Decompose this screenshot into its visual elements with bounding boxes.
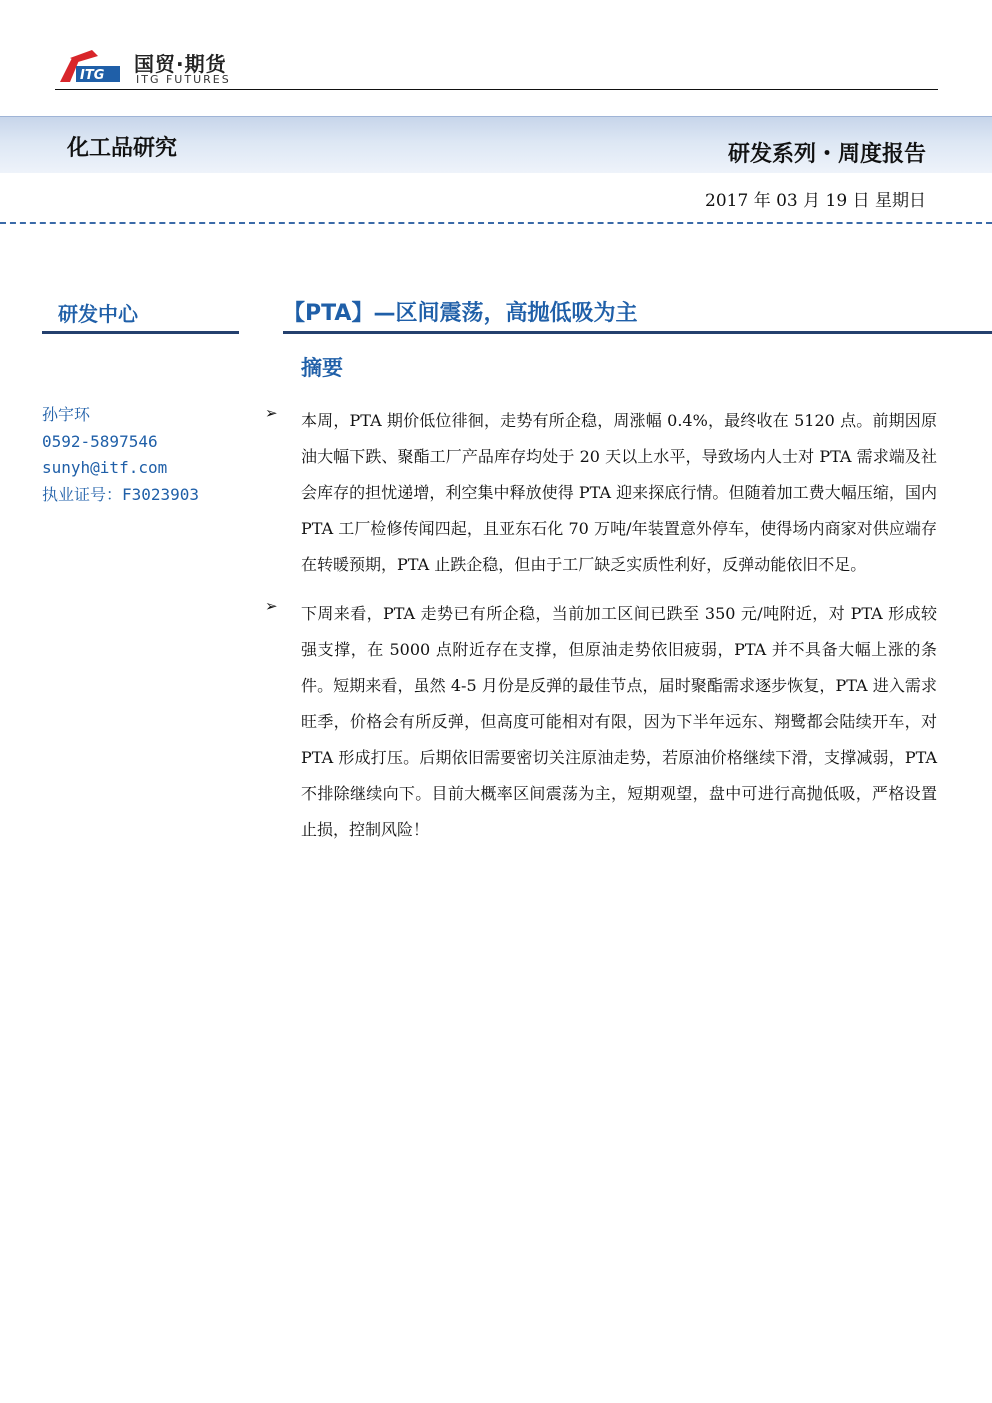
analyst-contact [42, 402, 199, 508]
dashed-divider [0, 222, 992, 224]
report-title-rule [283, 331, 992, 334]
company-logo [58, 48, 233, 88]
report-date: 2017 年 03 月 19 日 星期日 [705, 191, 926, 211]
report-series-title: 研发系列・周度报告 [727, 142, 926, 167]
summary-paragraph: 下周来看，PTA 走势已有所企稳，当前加工区间已跌至 350 元/吨附近，对 PTA 形成较强支撑，在 5000 点附近存在支撑，但原油走势依旧疲弱，PTA 并不具备大幅上涨的条件。短期来看，虽然 4-5 月份是反弹的最佳节点，届时聚酯需求逐步恢复，PTA 进入需求旺季，价格会有所反弹，但高度可能相对有限，因为下半年远东、翔鹭都会陆续开车，对 PTA 形成打压。后期依旧需要密切关注原油走势，若原油价格继续下滑，支撑减弱，PTA 不排除继续向下。目前大概率区间震荡为主，短期观望，盘中可进行高抛低吸，严格设置止损，控制风险！ [301, 604, 937, 839]
summary-heading: 摘要 [301, 356, 343, 380]
itg-logo-icon [58, 48, 120, 84]
arrow-bullet-icon: ➢ [265, 404, 278, 422]
analyst-email[interactable]: sunyh@itf.com [42, 458, 168, 477]
summary-bullet [263, 596, 937, 848]
header-divider [55, 89, 938, 90]
summary-bullet [263, 403, 937, 583]
analyst-phone: 0592-5897546 [42, 431, 158, 451]
summary-bullets [263, 403, 937, 861]
analyst-name: 孙宇环 [42, 405, 91, 424]
sidebar-title: 研发中心 [58, 302, 138, 326]
section-title: 化工品研究 [67, 136, 178, 161]
sidebar-title-rule [42, 331, 239, 334]
analyst-license: 执业证号：F3023903 [42, 484, 200, 504]
arrow-bullet-icon: ➢ [265, 597, 278, 615]
summary-paragraph: 本周，PTA 期价低位徘徊，走势有所企稳，周涨幅 0.4%，最终收在 5120 点。前期因原油大幅下跌、聚酯工厂产品库存均处于 20 天以上水平，导致场内人士对 PTA 需求端及社会库存的担忧递增，利空集中释放使得 PTA 迎来探底行情。但随着加工费大幅压缩，国内 PTA 工厂检修传闻四起，且亚东石化 70 万吨/年装置意外停车，使得场内商家对供应端存在转暖预期，PTA 止跌企稳，但由于工厂缺乏实质性利好，反弹动能依旧不足。 [301, 411, 937, 574]
logo-mark-text: ITG [80, 68, 105, 83]
report-title: 【PTA】—区间震荡，高抛低吸为主 [283, 301, 638, 326]
logo-en-text: ITG FUTURES [136, 73, 231, 86]
logo-cn-text: 国贸·期货 [134, 52, 227, 76]
